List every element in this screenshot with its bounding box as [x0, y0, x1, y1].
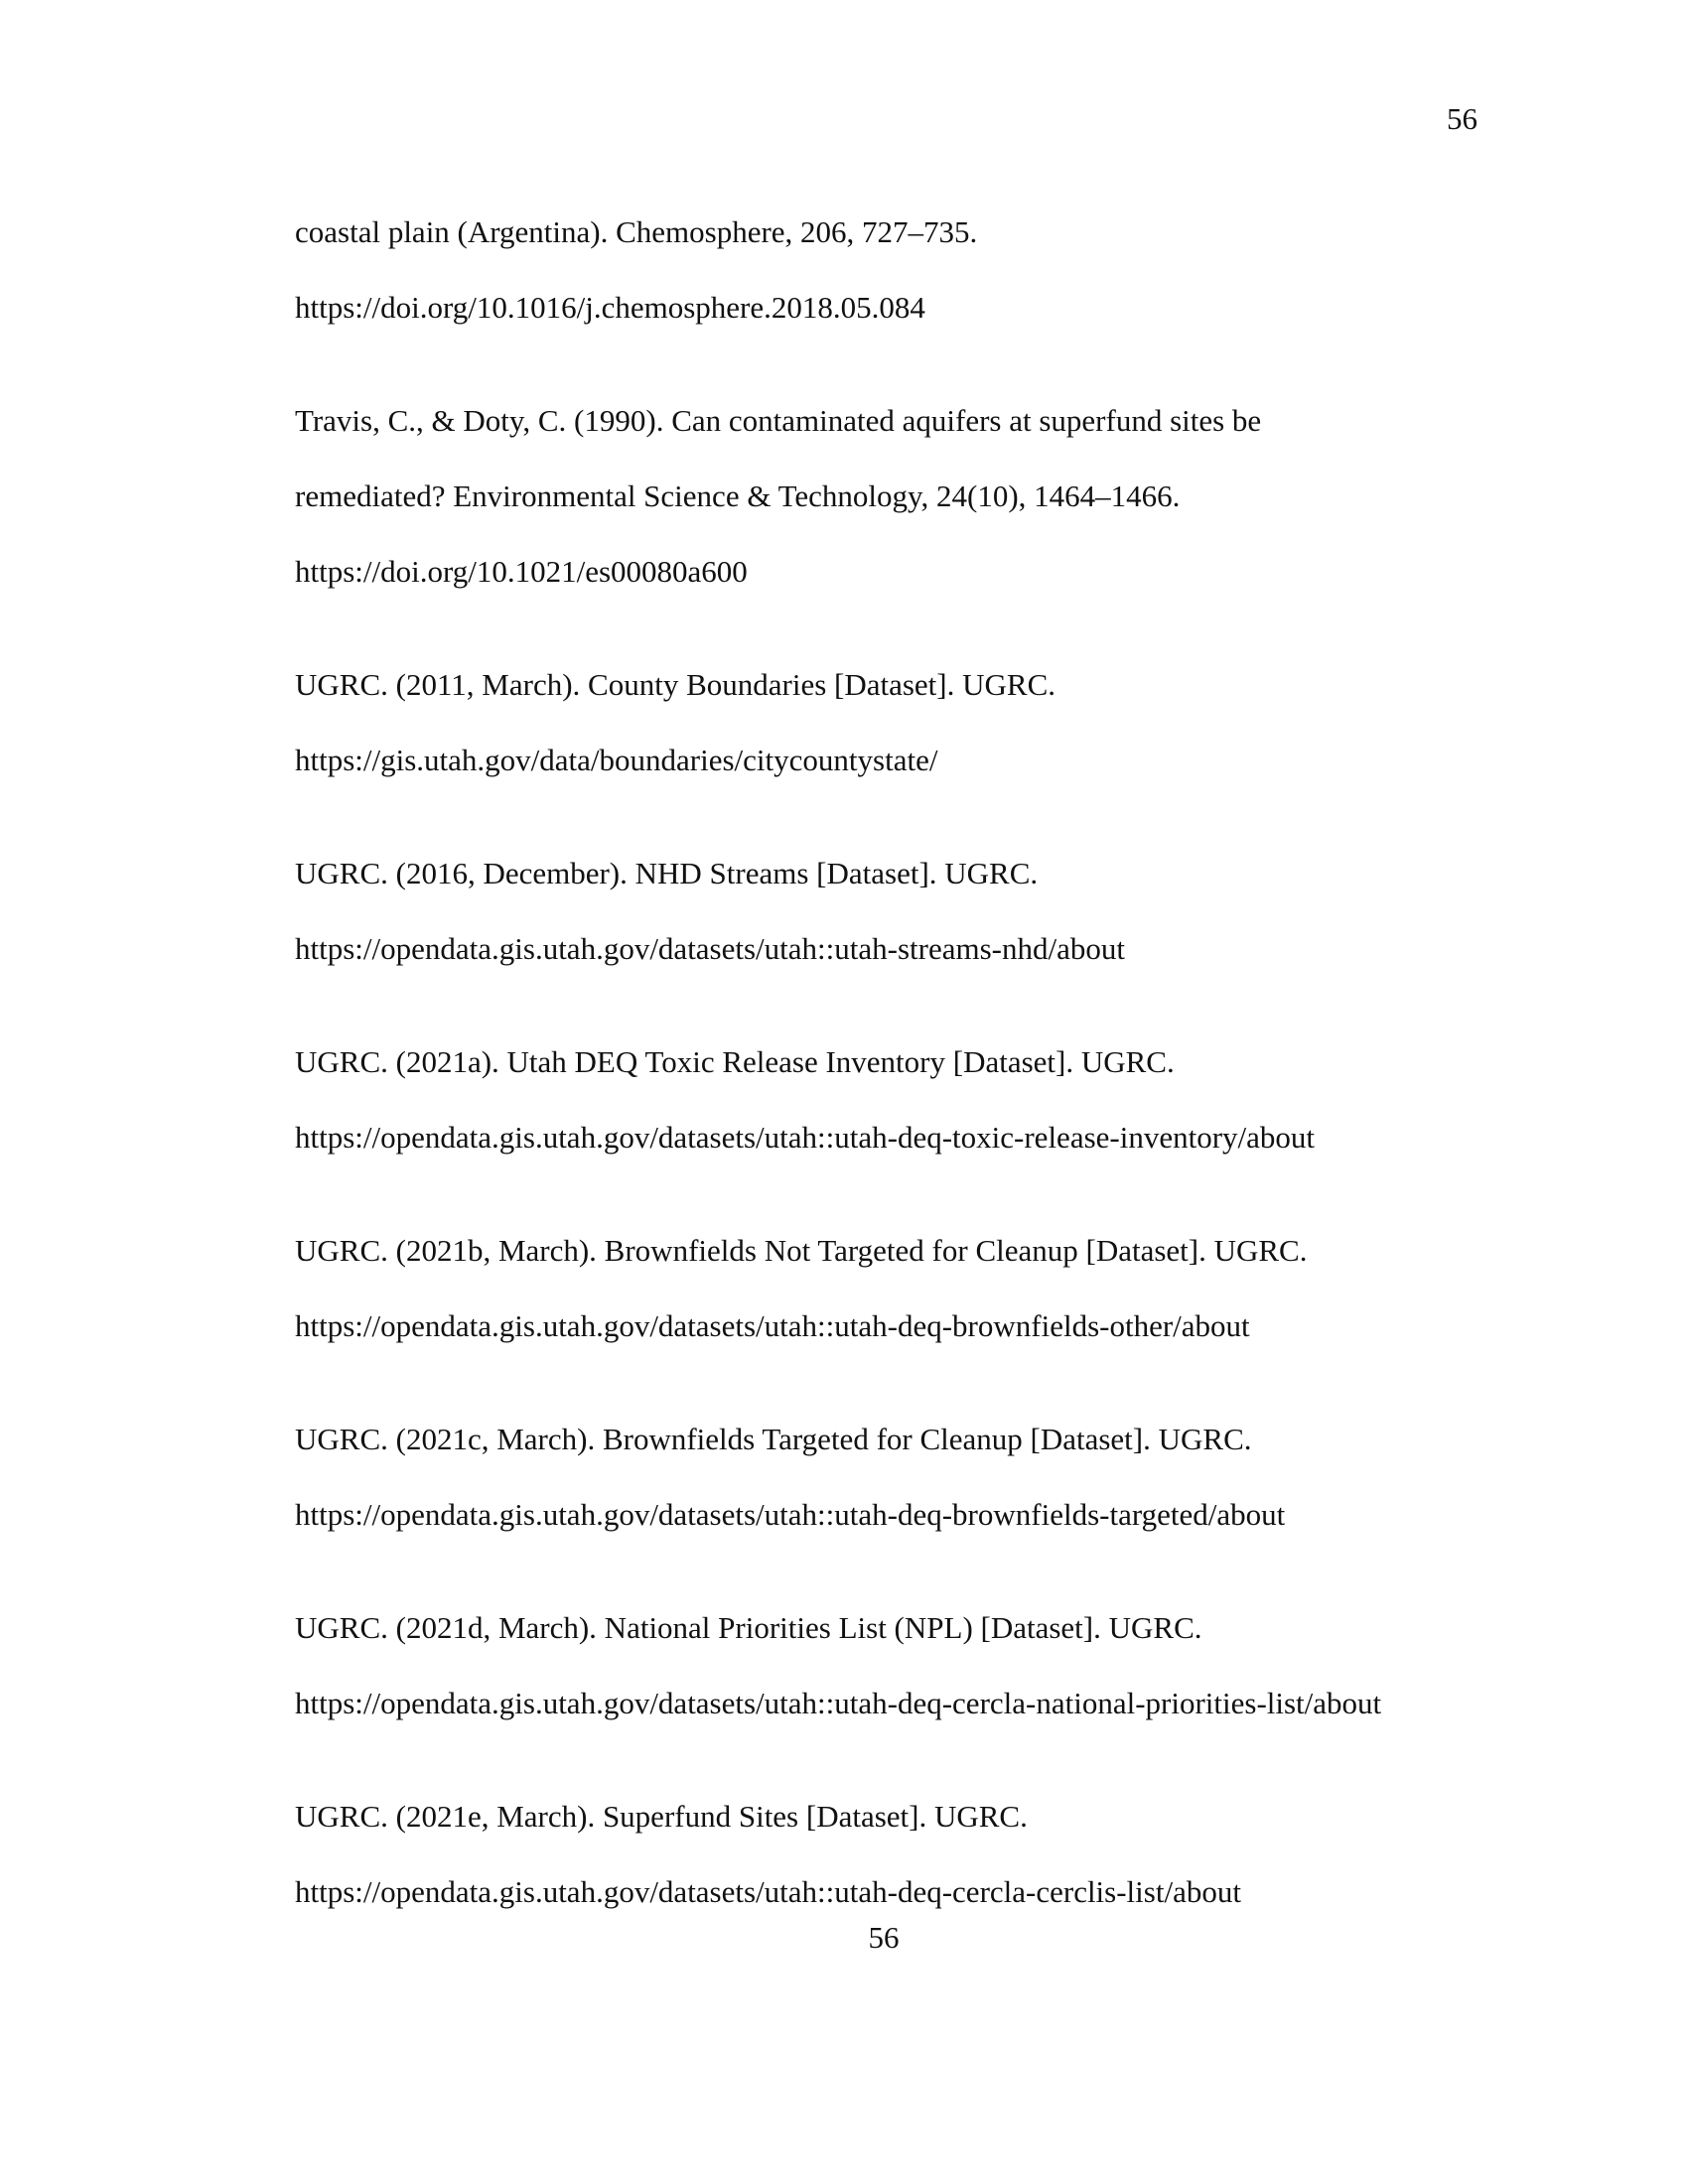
reference-url-link[interactable]: https://opendata.gis.utah.gov/datasets/utah::utah-deq-toxic-release-inventory/about — [295, 1120, 1316, 1155]
reference-entry — [295, 383, 1536, 610]
reference-line: UGRC. (2011, March). County Boundaries [Dataset]. UGRC. — [295, 667, 1055, 702]
reference-line: UGRC. (2021d, March). National Priorities List (NPL) [Dataset]. UGRC. — [295, 1610, 1202, 1645]
reference-entry — [295, 1590, 1536, 1741]
reference-entry — [295, 195, 1536, 345]
reference-doi-link[interactable]: https://doi.org/10.1021/es00080a600 — [295, 554, 748, 589]
reference-entry — [295, 1779, 1536, 1930]
page-number-header: 56 — [1447, 101, 1477, 136]
reference-url-link[interactable]: https://opendata.gis.utah.gov/datasets/utah::utah-deq-brownfields-targeted/about — [295, 1497, 1286, 1532]
reference-url-link[interactable]: https://opendata.gis.utah.gov/datasets/utah::utah-deq-brownfields-other/about — [295, 1308, 1250, 1343]
reference-entry — [295, 647, 1536, 798]
reference-url-link[interactable]: https://opendata.gis.utah.gov/datasets/utah::utah-deq-cercla-national-priorities-list/about — [295, 1686, 1382, 1720]
reference-line: UGRC. (2021a). Utah DEQ Toxic Release Inventory [Dataset]. UGRC. — [295, 1044, 1175, 1079]
reference-entry — [295, 1024, 1536, 1175]
reference-url-link[interactable]: https://opendata.gis.utah.gov/datasets/utah::utah-streams-nhd/about — [295, 931, 1125, 966]
reference-line: UGRC. (2021c, March). Brownfields Targeted for Cleanup [Dataset]. UGRC. — [295, 1422, 1252, 1456]
reference-line: UGRC. (2016, December). NHD Streams [Dataset]. UGRC. — [295, 856, 1039, 890]
reference-entry — [295, 1402, 1536, 1553]
reference-line: UGRC. (2021b, March). Brownfields Not Targeted for Cleanup [Dataset]. UGRC. — [295, 1233, 1308, 1268]
reference-line: Travis, C., & Doty, C. (1990). Can contaminated aquifers at superfund sites be — [295, 403, 1262, 438]
reference-line: UGRC. (2021e, March). Superfund Sites [Dataset]. UGRC. — [295, 1799, 1028, 1834]
reference-entry — [295, 1213, 1536, 1364]
reference-entry — [295, 836, 1536, 987]
page-number-footer: 56 — [868, 1920, 900, 1955]
reference-url-link[interactable]: https://gis.utah.gov/data/boundaries/citycountystate/ — [295, 743, 938, 777]
reference-list — [295, 195, 1536, 1968]
reference-line: coastal plain (Argentina). Chemosphere, 206, 727–735. — [295, 214, 978, 249]
reference-doi-link[interactable]: https://doi.org/10.1016/j.chemosphere.2018.05.084 — [295, 290, 925, 325]
reference-line: remediated? Environmental Science & Technology, 24(10), 1464–1466. — [295, 478, 1181, 513]
reference-url-link[interactable]: https://opendata.gis.utah.gov/datasets/utah::utah-deq-cercla-cerclis-list/about — [295, 1874, 1241, 1909]
